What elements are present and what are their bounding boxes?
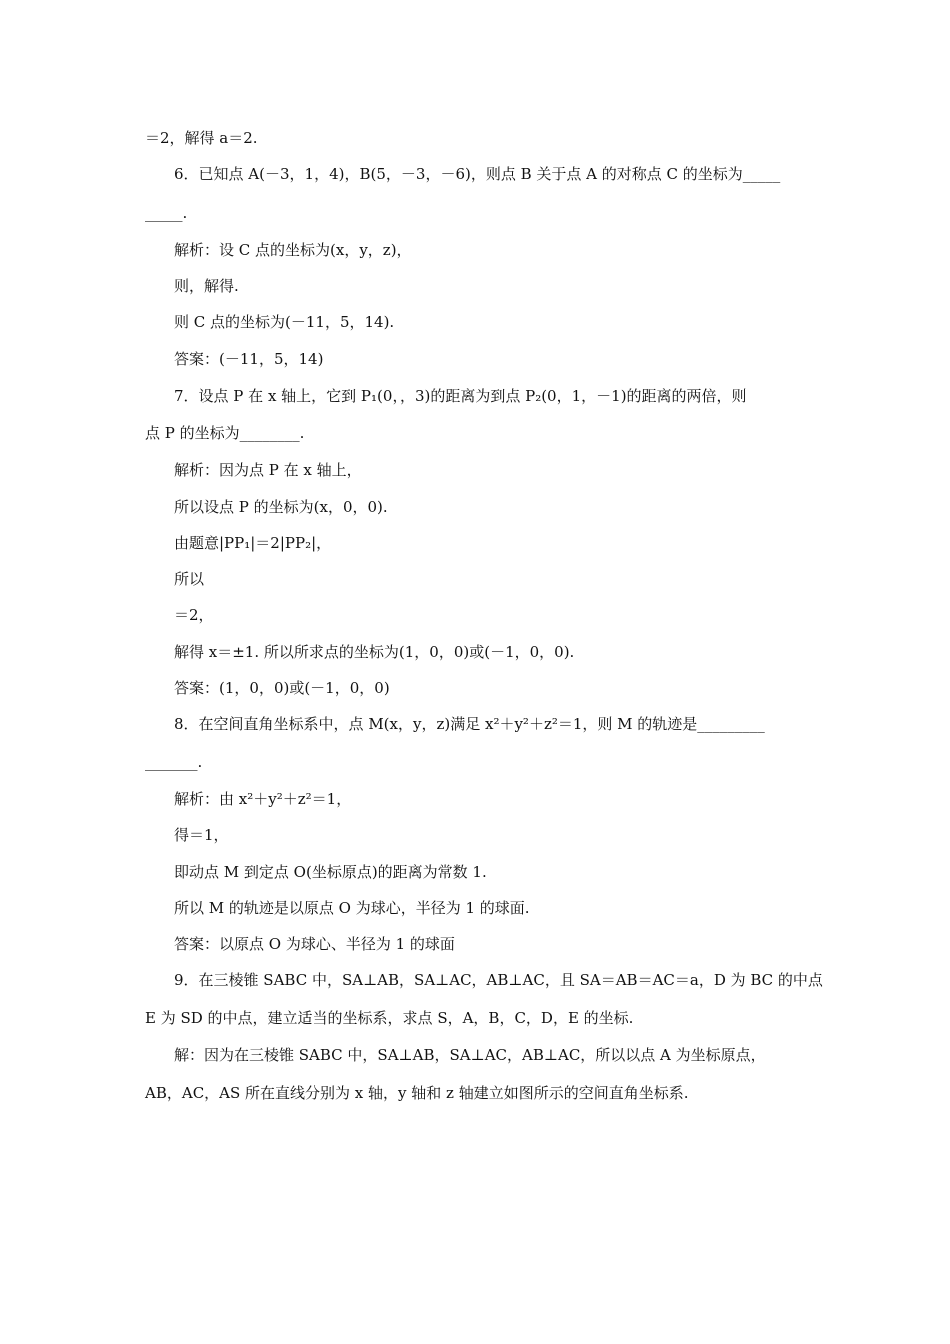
text-line: 解：因为在三棱锥 SABC 中，SA⊥AB，SA⊥AC，AB⊥AC，所以以点 A 为坐标原点， [174,1046,766,1064]
answer-line: 答案：(1，0，0)或(－1，0，0) [174,679,390,697]
question-6: 6．已知点 A(－3，1，4)，B(5，－3，－6)，则点 B 关于点 A 的对称点 C 的坐标为_____ [174,165,781,183]
question-7: 7．设点 P 在 x 轴上，它到 P₁(0，，3)的距离为到点 P₂(0，1，－1)的距离的两倍，则 [174,387,747,405]
text-line: 则 C 点的坐标为(－11，5，14). [174,313,395,331]
text-line: 点 P 的坐标为________. [145,424,305,442]
text-line: 解析：设 C 点的坐标为(x，y，z)， [174,241,412,259]
text-line: AB，AC，AS 所在直线分别为 x 轴，y 轴和 z 轴建立如图所示的空间直角坐标系. [145,1084,689,1102]
question-9: 9．在三棱锥 SABC 中，SA⊥AB，SA⊥AC，AB⊥AC，且 SA＝AB＝AC＝a，D 为 BC 的中点 [174,971,823,989]
text-line: 所以 [174,570,205,588]
text-line: 得＝1， [174,826,229,844]
text-line: 由题意|PP₁|＝2|PP₂|， [174,534,332,552]
text-line: 所以 M 的轨迹是以原点 O 为球心，半径为 1 的球面. [174,899,530,917]
text-line: 解得 x＝±1. 所以所求点的坐标为(1，0，0)或(－1，0，0). [174,643,575,661]
text-line: 则，解得. [174,277,239,295]
answer-line: 答案：以原点 O 为球心、半径为 1 的球面 [174,935,455,953]
text-line: ＝2， [174,606,214,624]
question-8: 8．在空间直角坐标系中，点 M(x，y，z)满足 x²＋y²＋z²＝1，则 M 的轨迹是_________ [174,715,765,733]
answer-blank: _______. [145,753,203,771]
text-line: 解析：因为点 P 在 x 轴上， [174,461,362,479]
answer-blank: _____. [145,204,188,222]
answer-line: 答案：(－11，5，14) [174,350,324,368]
text-line: ＝2，解得 a＝2. [145,129,258,147]
text-line: E 为 SD 的中点，建立适当的坐标系，求点 S，A，B，C，D，E 的坐标. [145,1009,634,1027]
text-line: 所以设点 P 的坐标为(x，0，0). [174,498,388,516]
text-line: 解析：由 x²＋y²＋z²＝1， [174,790,352,808]
text-line: 即动点 M 到定点 O(坐标原点)的距离为常数 1. [174,863,487,881]
